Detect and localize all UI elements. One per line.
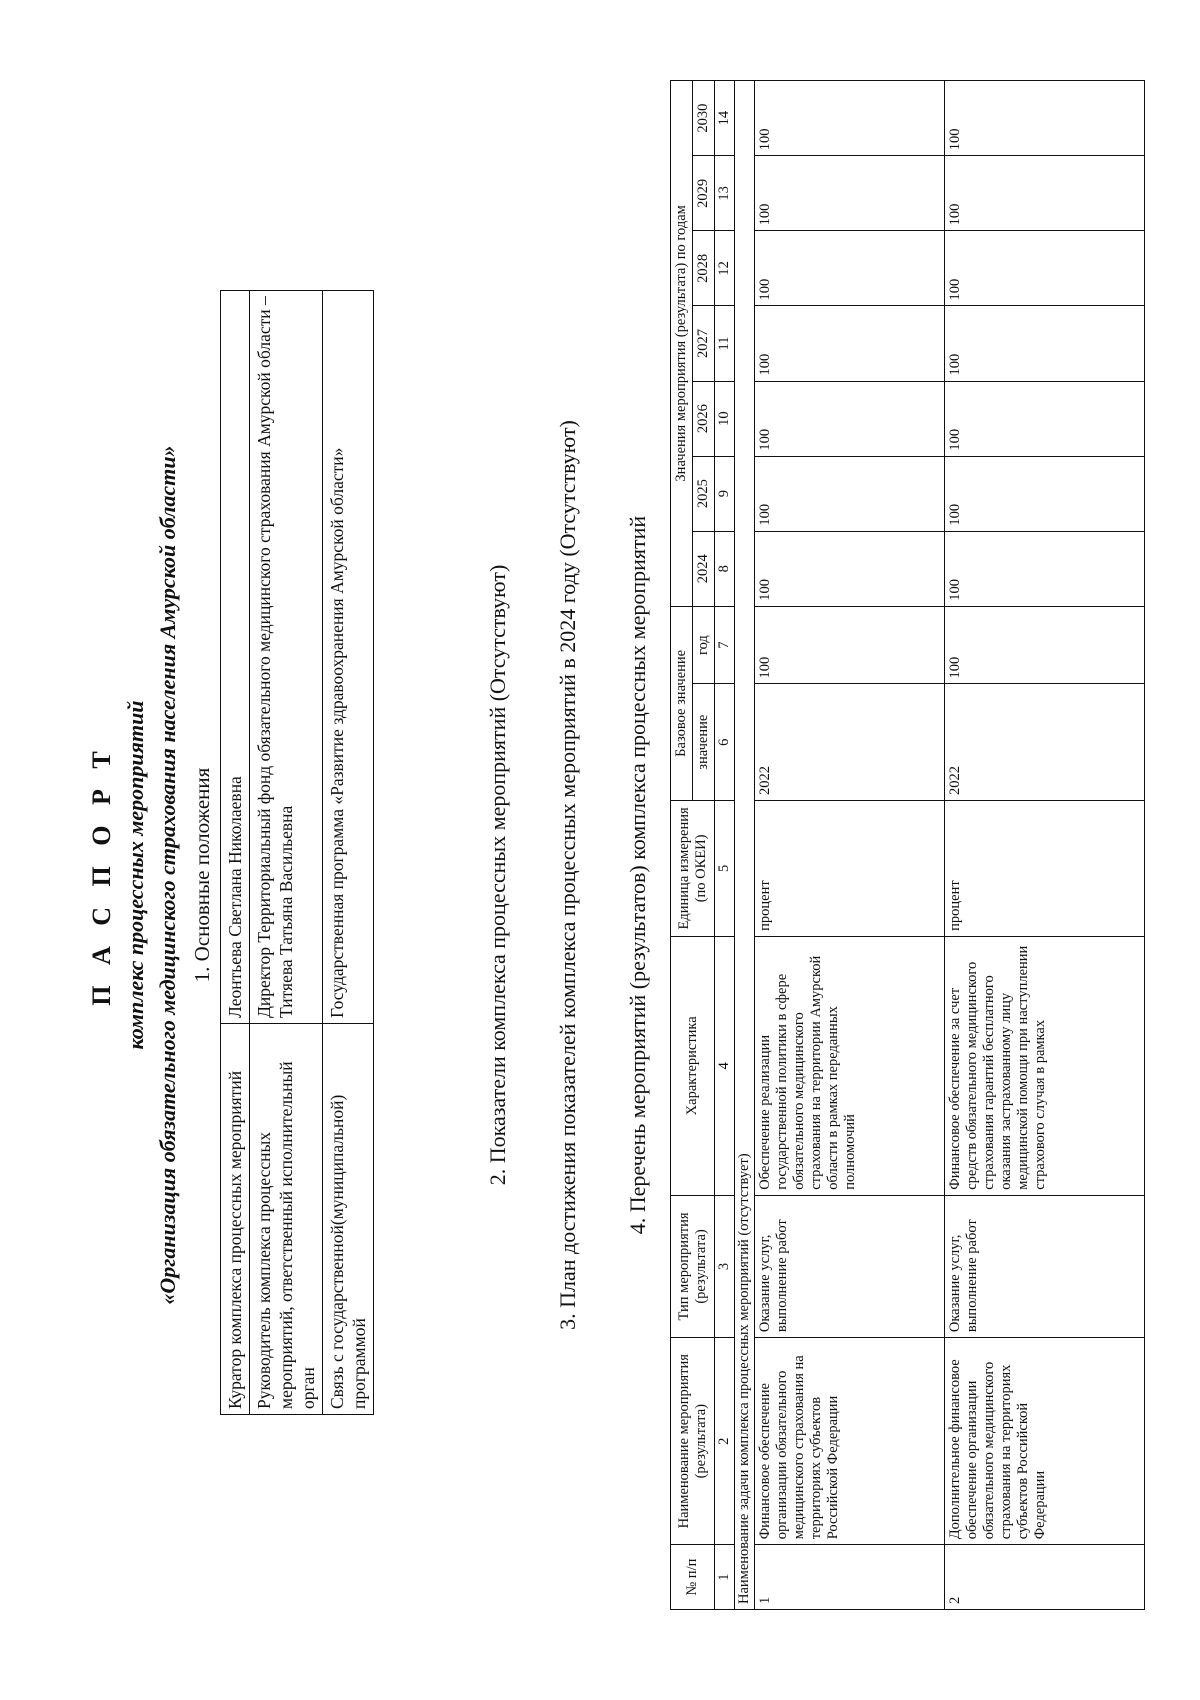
row-name: Финансовое обеспечение организации обязательного медицинского страхования на территориях субъектов Российской Федерации	[755, 1338, 945, 1545]
header-base: Базовое значение	[671, 606, 693, 800]
row-type: Оказание услуг, выполнение работ	[945, 1195, 1145, 1337]
column-numbers-row	[715, 81, 735, 1610]
row-base-year: 100	[755, 606, 945, 684]
row-base-value: 2022	[755, 684, 945, 801]
table-row	[755, 81, 945, 1610]
row-base-year: 100	[945, 606, 1145, 684]
column-number: 9	[715, 456, 735, 531]
header-year: 2025	[693, 456, 715, 531]
header-characteristic: Характеристика	[671, 936, 715, 1195]
header-year: 2028	[693, 231, 715, 306]
header-year: 2027	[693, 306, 715, 381]
row-year-value: 100	[945, 381, 1145, 456]
row-year-value: 100	[755, 381, 945, 456]
measures-table	[670, 80, 1145, 1610]
row-year-value: 100	[755, 231, 945, 306]
row-year-value: 100	[945, 306, 1145, 381]
section-1-heading: 1. Основные положения	[190, 767, 214, 983]
column-number: 13	[715, 156, 735, 231]
section-4-heading: 4. Перечень мероприятий (результатов) комплекса процессных мероприятий	[625, 515, 650, 1235]
row-year-value: 100	[755, 306, 945, 381]
row-characteristic: Обеспечение реализации государственной политики в сфере обязательного медицинского страхования на территории Амурской области в рамках переданных полномочий	[755, 936, 945, 1195]
row-characteristic: Финансовое обеспечение за счет средств обязательного медицинского страхования гарантий бесплатного оказания застрахованному лицу медицинской помощи при наступлении страхового случая в рамках	[945, 936, 1145, 1195]
row-label: Куратор комплекса процессных мероприятий	[221, 1024, 250, 1415]
row-name: Дополнительное финансовое обеспечение организации обязательного медицинского страхования на территориях субъектов Российской Федерации	[945, 1338, 1145, 1545]
column-number: 2	[715, 1338, 735, 1545]
table-row	[323, 291, 374, 1415]
row-value: Леонтьева Светлана Николаевна	[221, 291, 250, 1024]
document-page	[15, 60, 1195, 1690]
row-year-value: 100	[945, 531, 1145, 606]
row-label: Связь с государственной(муниципальной) программой	[323, 1024, 374, 1415]
column-number: 7	[715, 606, 735, 684]
row-num: 2	[945, 1545, 1145, 1610]
row-unit: процент	[945, 800, 1145, 936]
table-row	[945, 81, 1145, 1610]
row-year-value: 100	[945, 81, 1145, 156]
table-row	[221, 291, 250, 1415]
document-subtitle-program: «Организация обязательного медицинского страхования населения Амурской области»	[155, 445, 180, 1305]
header-base-value: значение	[693, 684, 715, 801]
column-number: 3	[715, 1195, 735, 1337]
row-label: Руководитель комплекса процессных мероприятий, ответственный исполнительный орган	[250, 1024, 323, 1415]
row-base-value: 2022	[945, 684, 1145, 801]
row-year-value: 100	[755, 456, 945, 531]
row-year-value: 100	[945, 156, 1145, 231]
column-number: 6	[715, 684, 735, 801]
task-name: Наименование задачи комплекса процессных мероприятий (отсутствует)	[735, 81, 755, 1610]
document-subtitle: комплекс процессных мероприятий	[123, 700, 148, 1050]
column-number: 11	[715, 306, 735, 381]
column-number: 5	[715, 800, 735, 936]
row-year-value: 100	[755, 81, 945, 156]
header-year: 2029	[693, 156, 715, 231]
column-number: 1	[715, 1545, 735, 1610]
header-num: № п/п	[671, 1545, 715, 1610]
section-2-heading: 2. Показатели комплекса процессных мероприятий (Отсутствуют)	[485, 564, 510, 1186]
header-name: Наименование мероприятия (результата)	[671, 1338, 715, 1545]
header-base-year: год	[693, 606, 715, 684]
row-year-value: 100	[755, 156, 945, 231]
header-year: 2024	[693, 531, 715, 606]
column-number: 10	[715, 381, 735, 456]
row-value: Государственная программа «Развитие здравоохранения Амурской области»	[323, 291, 374, 1024]
row-year-value: 100	[755, 531, 945, 606]
header-values-by-year: Значения мероприятия (результата) по годам	[671, 81, 693, 607]
row-num: 1	[755, 1545, 945, 1610]
table-header-row	[671, 81, 693, 1610]
row-unit: процент	[755, 800, 945, 936]
row-value: Директор Территориальный фонд обязательного медицинского страхования Амурской области – Титяева Татьяна Васильевна	[250, 291, 323, 1024]
header-type: Тип мероприятия (результата)	[671, 1195, 715, 1337]
column-number: 8	[715, 531, 735, 606]
row-type: Оказание услуг, выполнение работ	[755, 1195, 945, 1337]
header-year: 2026	[693, 381, 715, 456]
column-number: 14	[715, 81, 735, 156]
row-year-value: 100	[945, 456, 1145, 531]
main-provisions-table	[220, 290, 374, 1415]
task-row	[735, 81, 755, 1610]
document-title: П А С П О Р Т	[87, 744, 116, 1006]
table-row	[250, 291, 323, 1415]
column-number: 4	[715, 936, 735, 1195]
section-3-heading: 3. План достижения показателей комплекса процессных мероприятий в 2024 году (Отсутствуют)	[555, 420, 580, 1330]
column-number: 12	[715, 231, 735, 306]
header-year: 2030	[693, 81, 715, 156]
row-year-value: 100	[945, 231, 1145, 306]
header-unit: Единица измерения (по ОКЕИ)	[671, 800, 715, 936]
